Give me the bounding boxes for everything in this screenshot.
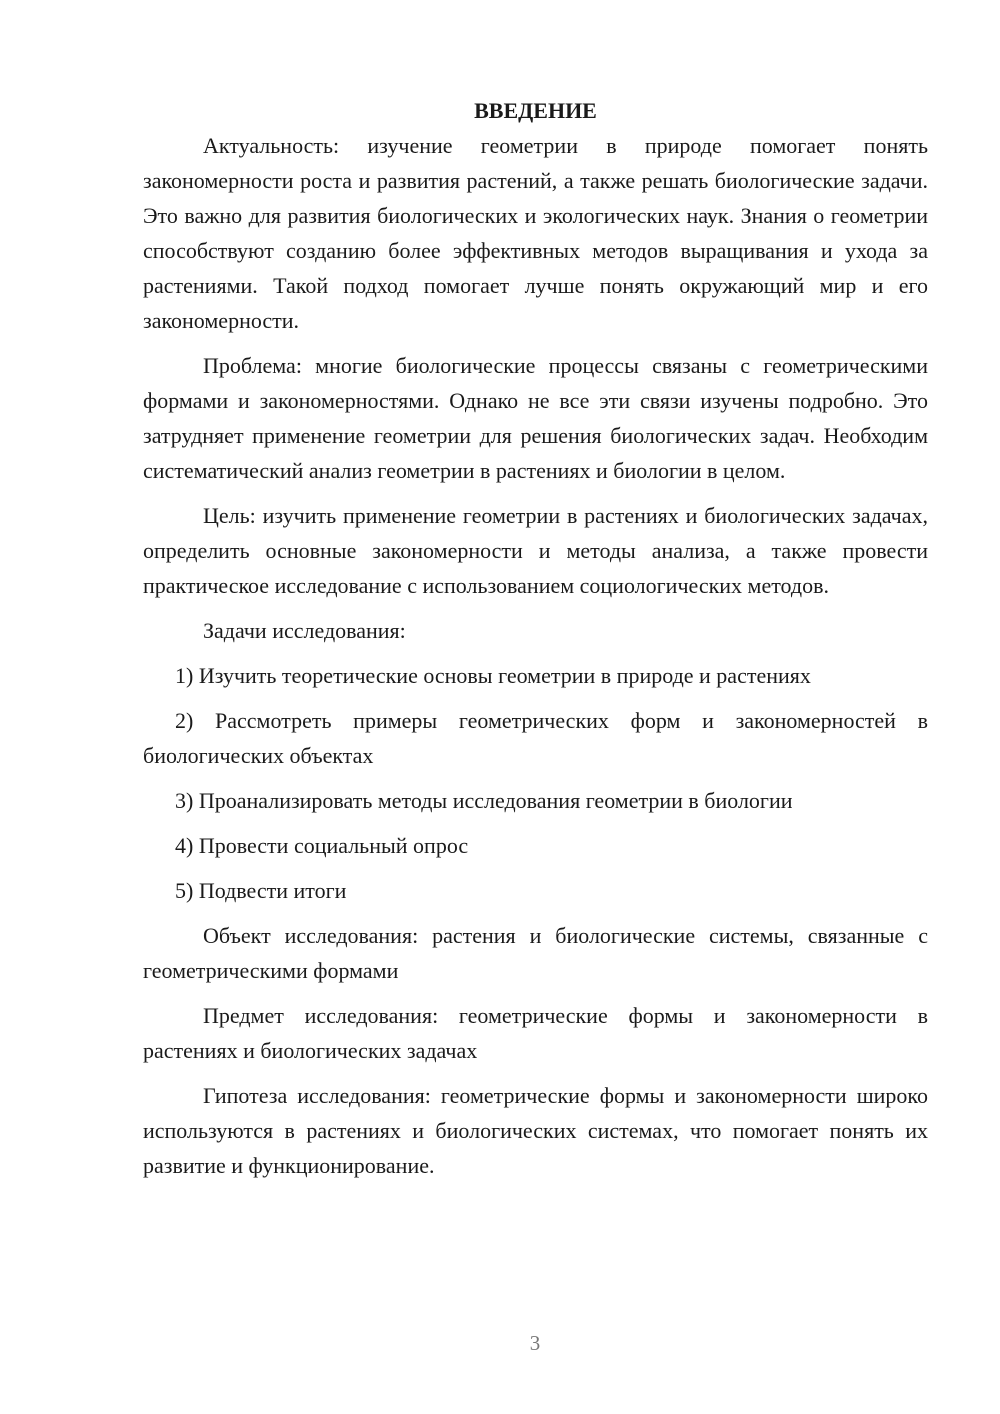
tasks-heading: Задачи исследования: — [203, 618, 406, 643]
task-item-5: 5) Подвести итоги — [175, 878, 347, 903]
task-item-1: 1) Изучить теоретические основы геометрии в природе и растениях — [175, 663, 811, 688]
goal-paragraph: Цель: изучить применение геометрии в растениях и биологических задачах, определить основные закономерности и методы анализа, а также провести практическое исследование с использованием социологических методов. — [143, 503, 928, 598]
page-number: 3 — [529, 1331, 541, 1355]
task-item-3: 3) Проанализировать методы исследования геометрии в биологии — [175, 788, 793, 813]
section-title: ВВЕДЕНИЕ — [474, 98, 597, 123]
page-content — [143, 93, 928, 1183]
subject-paragraph: Предмет исследования: геометрические формы и закономерности в растениях и биологических задачах — [143, 1003, 928, 1063]
task-item-2: 2) Рассмотреть примеры геометрических форм и закономерностей в биологических объектах — [143, 708, 928, 768]
object-paragraph: Объект исследования: растения и биологические системы, связанные с геометрическими формами — [143, 923, 928, 983]
problem-paragraph: Проблема: многие биологические процессы связаны с геометрическими формами и закономерностями. Однако не все эти связи изучены подробно. Это затрудняет применение геометрии для решения биологических задач. Необходим систематический анализ геометрии в растениях и биологии в целом. — [143, 353, 928, 483]
task-item-4: 4) Провести социальный опрос — [175, 833, 469, 858]
hypothesis-paragraph: Гипотеза исследования: геометрические формы и закономерности широко используются в растениях и биологических системах, что помогает понять их развитие и функционирование. — [143, 1083, 928, 1178]
relevance-paragraph: Актуальность: изучение геометрии в природе помогает понять закономерности роста и развития растений, а также решать биологические задачи. Это важно для развития биологических и экологических наук. Знания о геометрии способствуют созданию более эффективных методов выращивания и ухода за растениями. Такой подход помогает лучше понять окружающий мир и его закономерности. — [143, 133, 928, 333]
